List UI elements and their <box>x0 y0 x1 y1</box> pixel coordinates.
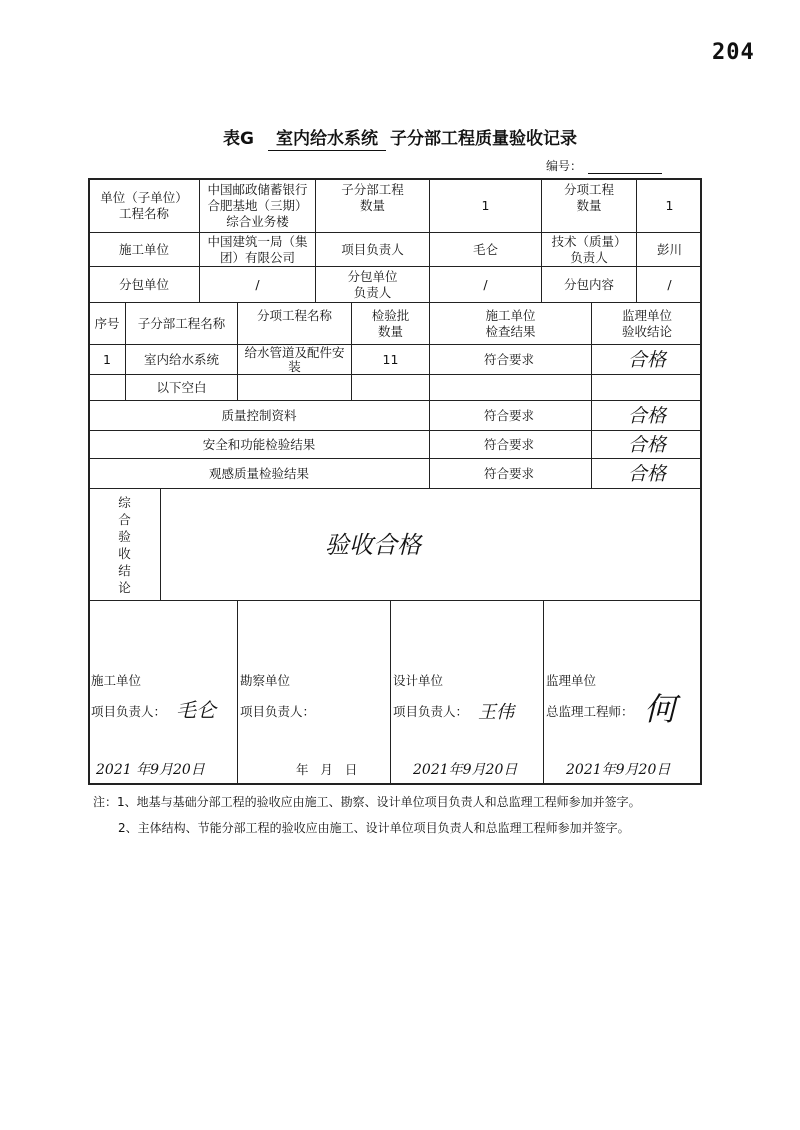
note-2: 2、主体结构、节能分部工程的验收应由施工、设计单位项目负责人和总监理工程师参加并签字。 <box>118 821 630 835</box>
tech-lead-value: 彭川 <box>636 232 702 266</box>
col-header-conclusion: 监理单位 验收结论 <box>591 302 702 344</box>
construction-lead-signature: 毛仑 <box>176 698 216 722</box>
col-header-count: 检验批 数量 <box>351 302 429 344</box>
col-header-sub-division: 子分部工程名称 <box>125 302 237 344</box>
construction-unit-title: 施工单位 <box>91 673 142 688</box>
design-unit-title: 设计单位 <box>393 673 444 688</box>
sub-division-count-label: 子分部工程 数量 <box>315 178 429 232</box>
unit-project-name-value: 中国邮政储蓄银行 合肥基地（三期） 综合业务楼 <box>199 178 315 232</box>
sub-item-count-value: 1 <box>636 178 702 232</box>
signature-block-supervision <box>543 600 702 785</box>
col-header-result: 施工单位 检查结果 <box>429 302 591 344</box>
row-2-no <box>88 374 125 400</box>
summary-safety-result: 符合要求 <box>429 430 591 458</box>
survey-unit-title: 勘察单位 <box>240 673 291 688</box>
signature-block-design <box>390 600 543 785</box>
summary-safety-signature: 合格 <box>591 430 702 458</box>
overall-label-char: 合 <box>118 511 131 527</box>
supervision-date: 2021年9月20日 <box>566 762 671 778</box>
subcontractor-lead-label: 分包单位 负责人 <box>315 266 429 302</box>
overall-conclusion-signature: 验收合格 <box>160 488 702 600</box>
project-lead-value: 毛仑 <box>429 232 541 266</box>
row-1-sub-item: 给水管道及配件安 装 <box>237 344 351 374</box>
tech-lead-label: 技术（质量） 负责人 <box>541 232 636 266</box>
overall-label-char: 论 <box>118 579 131 595</box>
row-2-conclusion <box>591 374 702 400</box>
row-2-sub-item <box>237 374 351 400</box>
row-1-conclusion-signature: 合格 <box>591 344 702 374</box>
row-2-result <box>429 374 591 400</box>
construction-unit-value: 中国建筑一局（集 团）有限公司 <box>199 232 315 266</box>
row-1-count: 11 <box>351 344 429 374</box>
summary-appearance-signature: 合格 <box>591 458 702 488</box>
note-1: 注：1、地基与基础分部工程的验收应由施工、勘察、设计单位项目负责人和总监理工程师参加并签字。 <box>93 795 641 809</box>
subcontractor-label: 分包单位 <box>88 266 199 302</box>
row-1-result: 符合要求 <box>429 344 591 374</box>
overall-label-char: 收 <box>118 545 131 561</box>
summary-safety-label: 安全和功能检验结果 <box>88 430 429 458</box>
subcontract-content-value: / <box>636 266 702 302</box>
design-lead-signature: 王伟 <box>478 702 514 723</box>
summary-quality-control-result: 符合要求 <box>429 400 591 430</box>
unit-project-name-label: 单位（子单位） 工程名称 <box>88 178 199 232</box>
serial-blank-field[interactable] <box>588 161 662 174</box>
row-2-sub-division: 以下空白 <box>125 374 237 400</box>
row-1-sub-division: 室内给水系统 <box>125 344 237 374</box>
subcontractor-lead-value: / <box>429 266 541 302</box>
page-number: 204 <box>712 40 755 65</box>
summary-quality-control-signature: 合格 <box>591 400 702 430</box>
project-lead-label: 项目负责人 <box>315 232 429 266</box>
supervision-unit-title: 监理单位 <box>546 673 597 688</box>
row-2-count <box>351 374 429 400</box>
signature-block-survey <box>237 600 390 785</box>
sub-item-count-label: 分项工程 数量 <box>541 178 636 232</box>
supervision-engineer-signature: 何 <box>644 690 677 728</box>
survey-date: 年 月 日 <box>296 762 358 777</box>
page-title <box>0 124 800 151</box>
summary-quality-control-label: 质量控制资料 <box>88 400 429 430</box>
title-underlined: 室内给水系统 <box>268 124 386 151</box>
summary-appearance-result: 符合要求 <box>429 458 591 488</box>
signature-block-construction <box>88 600 237 785</box>
construction-lead-role: 项目负责人： <box>91 704 167 719</box>
survey-lead-role: 项目负责人： <box>240 704 316 719</box>
serial-number <box>546 157 662 174</box>
overall-label-char: 验 <box>118 528 131 544</box>
design-date: 2021年9月20日 <box>413 762 518 778</box>
overall-conclusion-label <box>88 488 160 600</box>
title-suffix: 子分部工程质量验收记录 <box>389 129 577 149</box>
subcontractor-value: / <box>199 266 315 302</box>
summary-appearance-label: 观感质量检验结果 <box>88 458 429 488</box>
overall-label-char: 结 <box>118 562 131 578</box>
row-1-no: 1 <box>88 344 125 374</box>
design-lead-role: 项目负责人： <box>393 704 469 719</box>
sub-division-count-value: 1 <box>429 178 541 232</box>
col-header-no: 序号 <box>88 302 125 344</box>
construction-unit-label: 施工单位 <box>88 232 199 266</box>
title-prefix: 表G <box>223 129 254 149</box>
construction-date: 2021 年9月20日 <box>96 762 205 778</box>
supervision-engineer-role: 总监理工程师： <box>546 704 634 719</box>
overall-label-char: 综 <box>118 494 131 510</box>
serial-label: 编号： <box>546 159 583 173</box>
subcontract-content-label: 分包内容 <box>541 266 636 302</box>
col-header-sub-item: 分项工程名称 <box>237 302 351 344</box>
